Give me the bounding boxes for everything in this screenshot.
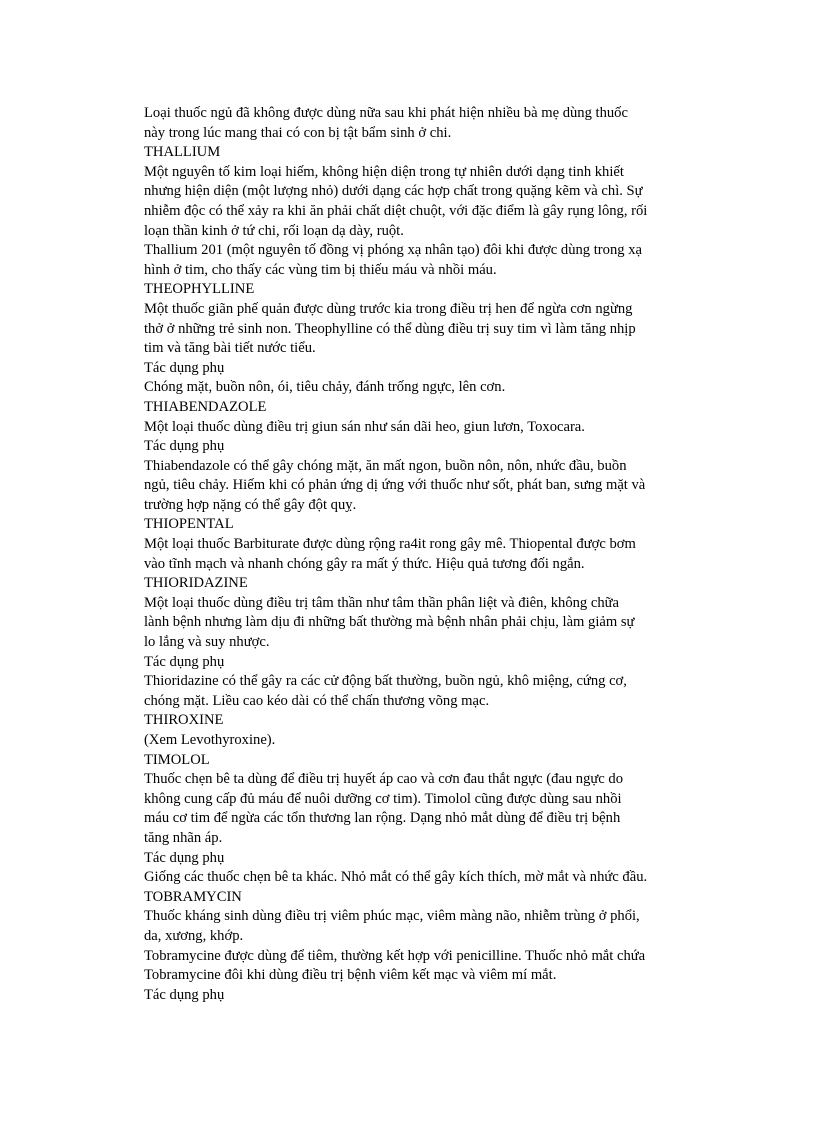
- entry-heading: THIABENDAZOLE: [144, 398, 267, 415]
- entry-heading: THALLIUM: [144, 144, 221, 161]
- body-text-line: Một thuốc giãn phế quản được dùng trước kia trong điều trị hen để ngừa cơn ngừng: [144, 300, 633, 317]
- body-text-line: Thallium 201 (một nguyên tố đồng vị phóng xạ nhân tạo) đôi khi được dùng trong xạ: [144, 242, 642, 259]
- body-text-line: thở ở những trẻ sinh non. Theophylline có thể dùng điều trị suy tim vì làm tăng nhịp: [144, 320, 636, 337]
- body-text-line: Tobramycine đôi khi dùng điều trị bệnh viêm kết mạc và viêm mí mắt.: [144, 967, 557, 984]
- body-text-line: Giống các thuốc chẹn bê ta khác. Nhỏ mắt có thể gây kích thích, mờ mắt và nhức đầu.: [144, 869, 648, 886]
- body-text-line: lo lắng và suy nhược.: [144, 634, 270, 651]
- body-text-line: nhưng hiện diện (một lượng nhỏ) dưới dạng các hợp chất trong quặng kẽm và chì. Sự: [144, 183, 643, 200]
- body-text-line: chóng mặt. Liều cao kéo dài có thể chấn thương võng mạc.: [144, 692, 490, 709]
- body-text-line: da, xương, khớp.: [144, 927, 244, 944]
- entry-heading: THIORIDAZINE: [144, 575, 248, 592]
- body-text-line: tăng nhãn áp.: [144, 829, 223, 846]
- body-text-line: loạn thần kinh ở tứ chi, rối loạn dạ dày, ruột.: [144, 222, 404, 239]
- body-text-line: (Xem Levothyroxine).: [144, 732, 276, 748]
- body-text-line: này trong lúc mang thai có con bị tật bẩm sinh ở chi.: [144, 124, 452, 141]
- body-text-line: Thiabendazole có thể gây chóng mặt, ăn mất ngon, buồn nôn, nôn, nhức đầu, buồn: [144, 457, 627, 474]
- body-text-line: Loại thuốc ngủ đã không được dùng nữa sau khi phát hiện nhiều bà mẹ dùng thuốc: [144, 105, 628, 121]
- body-text-line: Thioridazine có thể gây ra các cử động bất thường, buồn ngủ, khô miệng, cứng cơ,: [144, 673, 627, 690]
- body-text-line: trường hợp nặng có thể gây đột quỵ.: [144, 496, 357, 513]
- body-text-line: hình ở tim, cho thấy các vùng tim bị thiếu máu và nhồi máu.: [144, 261, 497, 278]
- body-text-line: không cung cấp đủ máu để nuôi dưỡng cơ tim). Timolol cũng được dùng sau nhồi: [144, 790, 622, 807]
- body-text-line: ngủ, tiêu chảy. Hiếm khi có phản ứng dị ứng với thuốc như sốt, phát ban, sưng mặt và: [144, 477, 646, 494]
- body-text-line: tim và tăng bài tiết nước tiểu.: [144, 340, 316, 357]
- side-effects-label: Tác dụng phụ: [144, 986, 225, 1003]
- body-text-line: Tobramycine được dùng để tiêm, thường kết hợp với penicilline. Thuốc nhỏ mắt chứa: [144, 947, 646, 964]
- entry-heading: THEOPHYLLINE: [144, 281, 255, 298]
- body-text-line: lành bệnh nhưng làm dịu đi những bất thường mà bệnh nhân phải chịu, làm giảm sự: [144, 614, 635, 631]
- entry-heading: THIROXINE: [144, 712, 224, 729]
- side-effects-label: Tác dụng phụ: [144, 849, 225, 866]
- side-effects-label: Tác dụng phụ: [144, 359, 225, 376]
- entry-heading: THIOPENTAL: [144, 516, 234, 533]
- side-effects-label: Tác dụng phụ: [144, 653, 225, 670]
- body-text-line: vào tĩnh mạch và nhanh chóng gây ra mất ý thức. Hiệu quả tương đối ngắn.: [144, 555, 585, 572]
- body-text-line: Một nguyên tố kim loại hiếm, không hiện diện trong tự nhiên dưới dạng tinh khiết: [144, 163, 624, 180]
- entry-heading: TIMOLOL: [144, 751, 210, 768]
- document-body: [144, 104, 704, 1005]
- body-text-line: máu cơ tim để ngừa các tổn thương lan rộng. Dạng nhỏ mắt dùng để điều trị bệnh: [144, 810, 621, 827]
- body-text-line: Một loại thuốc dùng điều trị giun sán như sán dãi heo, giun lươn, Toxocara.: [144, 418, 585, 435]
- body-text-line: Một loại thuốc Barbiturate được dùng rộng ra4it rong gây mê. Thiopental được bơm: [144, 536, 636, 553]
- side-effects-label: Tác dụng phụ: [144, 438, 225, 455]
- entry-heading: TOBRAMYCIN: [144, 888, 242, 905]
- body-text-line: Chóng mặt, buồn nôn, ói, tiêu chảy, đánh trống ngực, lên cơn.: [144, 379, 506, 396]
- body-text-line: nhiễm độc có thể xảy ra khi ăn phải chất diệt chuột, với đặc điểm là gây rụng lông, rối: [144, 202, 648, 219]
- body-text-line: Thuốc chẹn bê ta dùng để điều trị huyết áp cao và cơn đau thắt ngực (đau ngực do: [144, 771, 624, 788]
- body-text-line: Một loại thuốc dùng điều trị tâm thần như tâm thần phân liệt và điên, không chữa: [144, 594, 620, 611]
- body-text-line: Thuốc kháng sinh dùng điều trị viêm phúc mạc, viêm màng não, nhiễm trùng ở phổi,: [144, 908, 640, 925]
